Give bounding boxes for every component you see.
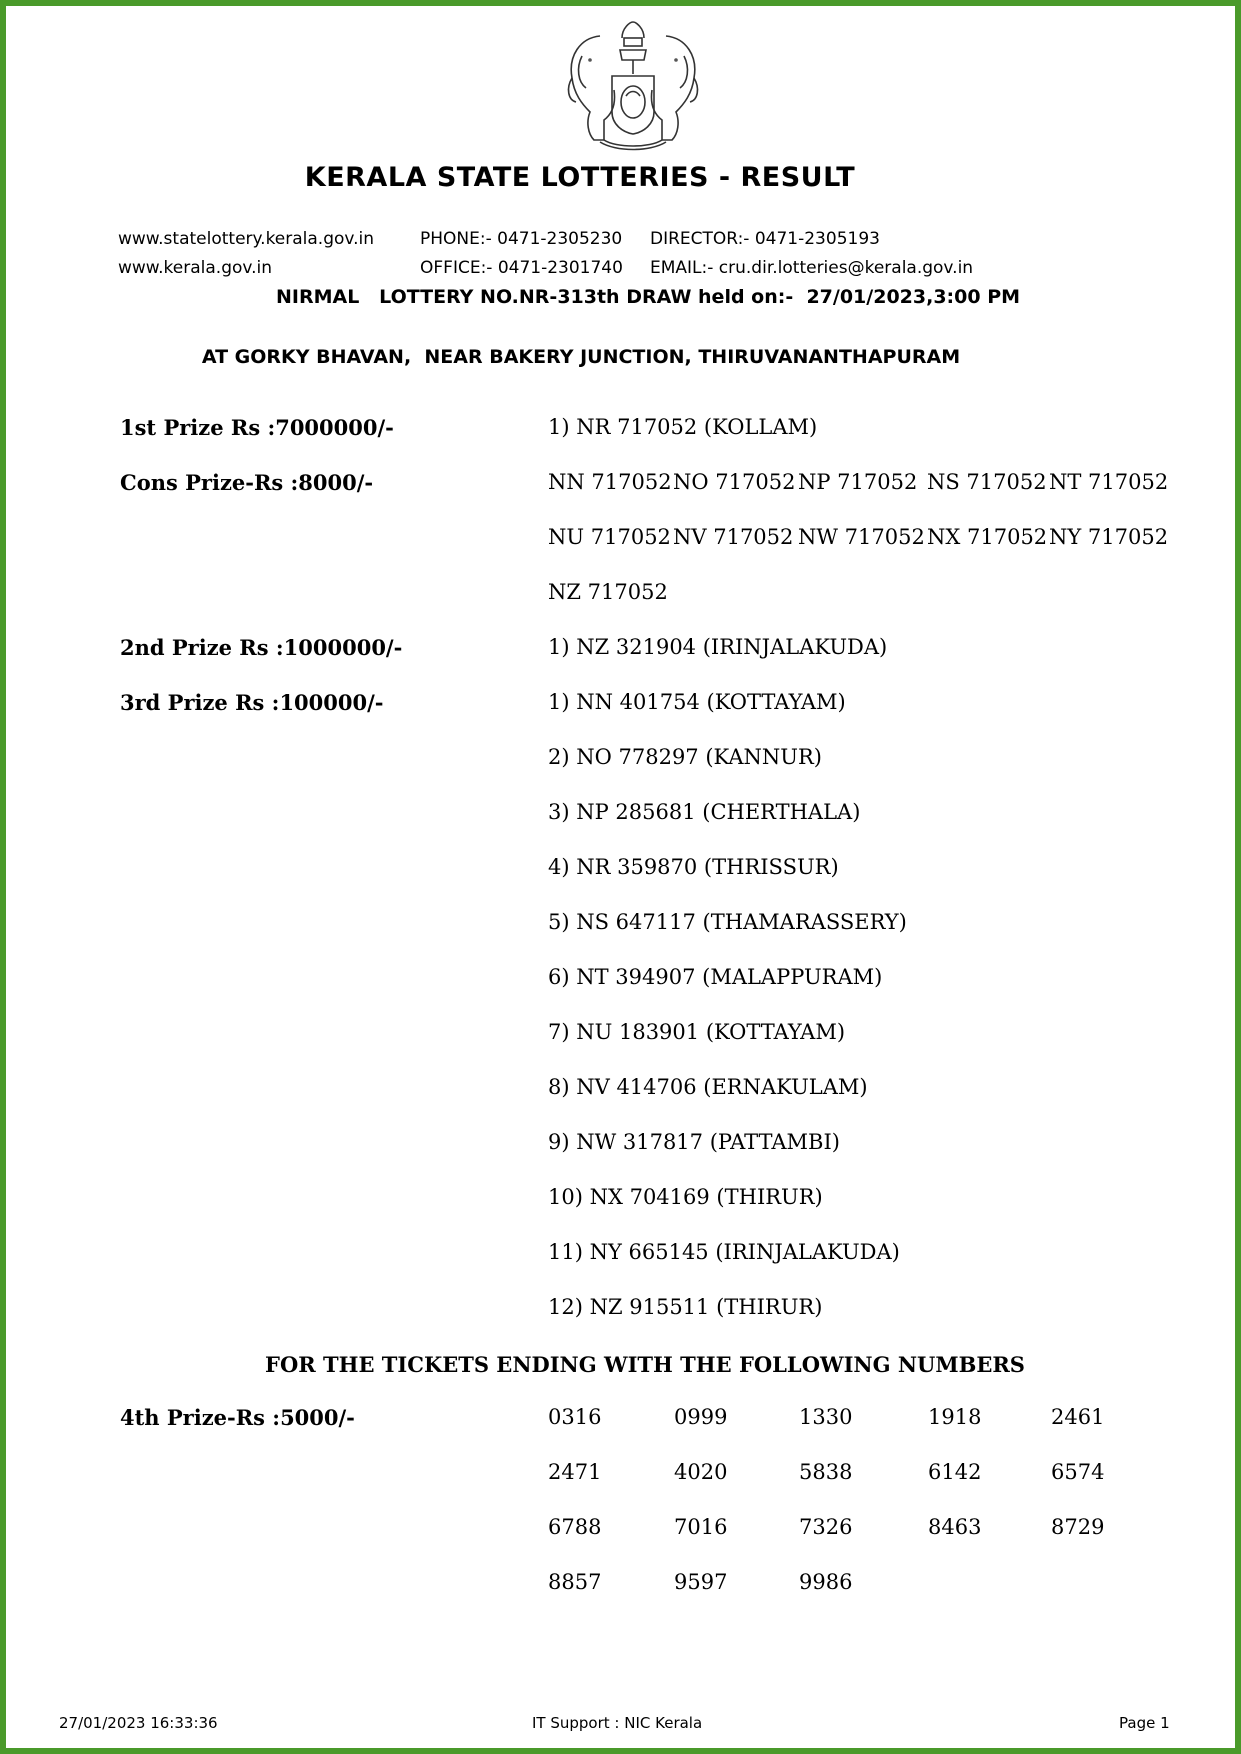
- third-prize-winner: 3) NP 285681 (CHERTHALA): [548, 800, 861, 824]
- second-prize-winner: 1) NZ 321904 (IRINJALAKUDA): [548, 635, 888, 659]
- fourth-prize-number: 8463: [928, 1515, 982, 1539]
- cons-number: NN 717052: [548, 470, 672, 494]
- fourth-prize-number: 0316: [548, 1405, 602, 1429]
- cons-number: NP 717052: [798, 470, 918, 494]
- third-prize-winner: 10) NX 704169 (THIRUR): [548, 1185, 823, 1209]
- third-prize-winner: 2) NO 778297 (KANNUR): [548, 745, 822, 769]
- fourth-prize-number: 1330: [799, 1405, 853, 1429]
- fourth-prize-number: 6574: [1051, 1460, 1105, 1484]
- second-prize-label: 2nd Prize Rs :1000000/-: [120, 635, 403, 660]
- fourth-prize-number: 7326: [799, 1515, 853, 1539]
- third-prize-label: 3rd Prize Rs :100000/-: [120, 690, 384, 715]
- cons-number: NV 717052: [673, 525, 794, 549]
- fourth-prize-number: 2461: [1051, 1405, 1105, 1429]
- fourth-prize-number: 9986: [799, 1570, 853, 1594]
- fourth-prize-number: 8857: [548, 1570, 602, 1594]
- page-title: KERALA STATE LOTTERIES - RESULT: [304, 162, 856, 193]
- venue-text: AT GORKY BHAVAN, NEAR BAKERY JUNCTION, THIRUVANANTHAPURAM: [201, 346, 961, 368]
- ending-numbers-heading: FOR THE TICKETS ENDING WITH THE FOLLOWING NUMBERS: [265, 1352, 1025, 1377]
- third-prize-winner: 1) NN 401754 (KOTTAYAM): [548, 690, 846, 714]
- email-link[interactable]: EMAIL:- cru.dir.lotteries@kerala.gov.in: [650, 258, 974, 278]
- first-prize-label: 1st Prize Rs :7000000/-: [120, 415, 394, 440]
- third-prize-winner: 12) NZ 915511 (THIRUR): [548, 1295, 823, 1319]
- cons-number: NU 717052: [548, 525, 671, 549]
- fourth-prize-number: 7016: [674, 1515, 728, 1539]
- fourth-prize-number: 2471: [548, 1460, 602, 1484]
- office-phone-text: OFFICE:- 0471-2301740: [420, 258, 623, 278]
- phone-text: PHONE:- 0471-2305230: [420, 229, 623, 249]
- third-prize-winner: 6) NT 394907 (MALAPPURAM): [548, 965, 883, 989]
- fourth-prize-label: 4th Prize-Rs :5000/-: [120, 1405, 355, 1430]
- third-prize-winner: 5) NS 647117 (THAMARASSERY): [548, 910, 907, 934]
- third-prize-winner: 11) NY 665145 (IRINJALAKUDA): [548, 1240, 900, 1264]
- cons-prize-label: Cons Prize-Rs :8000/-: [120, 470, 374, 495]
- fourth-prize-number: 9597: [674, 1570, 728, 1594]
- draw-info: NIRMAL LOTTERY NO.NR-313th DRAW held on:- 27/01/2023,3:00 PM: [276, 286, 1021, 308]
- director-phone-text: DIRECTOR:- 0471-2305193: [650, 229, 880, 249]
- fourth-prize-number: 8729: [1051, 1515, 1105, 1539]
- cons-number: NY 717052: [1049, 525, 1169, 549]
- footer-timestamp: 27/01/2023 16:33:36: [59, 1714, 218, 1732]
- website-link[interactable]: www.statelottery.kerala.gov.in: [118, 229, 375, 249]
- cons-number: NO 717052: [673, 470, 796, 494]
- fourth-prize-number: 0999: [674, 1405, 728, 1429]
- cons-number: NS 717052: [927, 470, 1047, 494]
- cons-number: NZ 717052: [548, 580, 668, 604]
- fourth-prize-number: 6142: [928, 1460, 982, 1484]
- fourth-prize-number: 1918: [928, 1405, 982, 1429]
- fourth-prize-number: 6788: [548, 1515, 602, 1539]
- cons-number: NW 717052: [798, 525, 925, 549]
- fourth-prize-number: 5838: [799, 1460, 853, 1484]
- first-prize-winner: 1) NR 717052 (KOLLAM): [548, 415, 818, 439]
- third-prize-winner: 9) NW 317817 (PATTAMBI): [548, 1130, 840, 1154]
- third-prize-winner: 7) NU 183901 (KOTTAYAM): [548, 1020, 846, 1044]
- third-prize-winner: 8) NV 414706 (ERNAKULAM): [548, 1075, 868, 1099]
- cons-number: NT 717052: [1049, 470, 1169, 494]
- cons-number: NX 717052: [927, 525, 1048, 549]
- kerala-emblem-icon: [560, 16, 706, 152]
- website-link[interactable]: www.kerala.gov.in: [118, 258, 273, 278]
- third-prize-winner: 4) NR 359870 (THRISSUR): [548, 855, 839, 879]
- footer-page-number: Page 1: [1119, 1714, 1170, 1732]
- fourth-prize-number: 4020: [674, 1460, 728, 1484]
- footer-support: IT Support : NIC Kerala: [532, 1714, 703, 1732]
